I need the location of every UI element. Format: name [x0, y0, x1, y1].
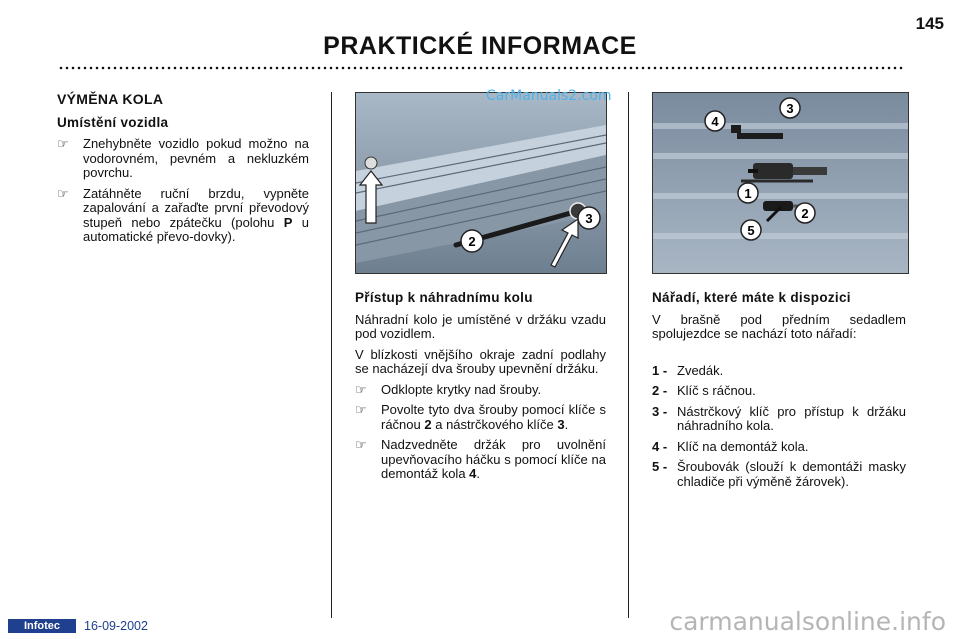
figure-label: 3 — [786, 101, 794, 116]
tool-list-item — [652, 405, 906, 434]
figure-label: 2 — [468, 234, 476, 249]
tool-list-item — [652, 384, 906, 399]
item-number: 2 - — [652, 383, 668, 398]
section-heading: VÝMĚNA KOLA — [57, 91, 164, 107]
bullet-text: Odklopte krytky nad šrouby. — [381, 381, 542, 397]
bullet-list — [355, 383, 606, 482]
bullet-item — [355, 438, 606, 482]
tool-list-item — [652, 460, 906, 489]
column-tools — [652, 291, 906, 495]
bullet-text: Zatáhněte ruční brzdu, vypněte zapalování a zařaďte první převodový stupeň nebo zpátečku (polohu P u automatické převo-dovky). — [83, 185, 309, 244]
item-text: Nástrčkový klíč pro přístup k držáku náhradního kola. — [677, 403, 906, 433]
subsection-heading: Umístění vozidla — [57, 114, 169, 130]
section-heading: Přístup k náhradnímu kolu — [355, 290, 533, 305]
numbered-list — [652, 364, 906, 490]
tool-list-item — [652, 364, 906, 379]
item-number: 5 - — [652, 459, 668, 474]
column-vehicle-position — [57, 92, 309, 251]
figure-label: 2 — [801, 206, 809, 221]
item-text: Klíč na demontáž kola. — [677, 438, 809, 454]
item-text: Klíč s ráčnou. — [677, 383, 756, 398]
figure-label: 1 — [744, 186, 752, 201]
figure-spare-wheel-access — [355, 92, 607, 274]
item-number: 1 - — [652, 362, 668, 378]
infotec-logo: Infotec — [8, 619, 76, 633]
pointing-hand-icon: ☞ — [57, 185, 69, 201]
bullet-text: Znehybněte vozidlo pokud možno na vodorovném, pevném a nekluzkém povrchu. — [83, 136, 309, 180]
watermark-bottom: carmanualsonline.info — [669, 607, 946, 636]
pointing-hand-icon: ☞ — [355, 381, 367, 397]
paragraph: V brašně pod předním sedadlem spolujezdce se nachází toto nářadí: — [652, 311, 906, 341]
dotted-divider — [58, 66, 904, 70]
bullet-item — [355, 403, 606, 432]
section-heading: Nářadí, které máte k dispozici — [652, 290, 851, 305]
item-text: Zvedák. — [677, 362, 724, 378]
pointing-hand-icon: ☞ — [355, 437, 367, 452]
item-number: 3 - — [652, 403, 668, 419]
tool-list-item — [652, 440, 906, 455]
paragraph: Náhradní kolo je umístěné v držáku vzadu pod vozidlem. — [355, 311, 606, 341]
figure-label: 3 — [585, 211, 593, 226]
figure-tool-kit — [652, 92, 909, 274]
bullet-item — [57, 137, 309, 181]
paragraph: V blízkosti vnějšího okraje zadní podlahy se nacházejí dva šrouby upevnění držáku. — [355, 346, 606, 376]
page-number: 145 — [915, 14, 944, 33]
bullet-text: Povolte tyto dva šrouby pomocí klíče s ráčnou 2 a nástrčkového klíče 3. — [381, 402, 606, 432]
pointing-hand-icon: ☞ — [57, 136, 69, 151]
bullet-item — [355, 383, 606, 398]
figure-label: 4 — [711, 114, 719, 129]
column-divider-left — [331, 92, 332, 618]
column-spare-wheel-access — [355, 291, 606, 488]
column-divider-right — [628, 92, 629, 618]
pointing-hand-icon: ☞ — [355, 402, 367, 417]
bullet-item — [57, 187, 309, 245]
page-title: PRAKTICKÉ INFORMACE — [323, 32, 637, 60]
watermark-top: CarManuals2.com — [486, 88, 612, 104]
bullet-list — [57, 137, 309, 245]
footer-date: 16-09-2002 — [84, 619, 148, 633]
bullet-text: Nadzvedněte držák pro uvolnění upevňovacího háčku s pomocí klíče na demontáž kola 4. — [381, 437, 606, 481]
item-text: Šroubovák (slouží k demontáži masky chladiče při výměně žárovek). — [677, 459, 906, 489]
item-number: 4 - — [652, 438, 668, 454]
figure-label: 5 — [747, 223, 755, 238]
